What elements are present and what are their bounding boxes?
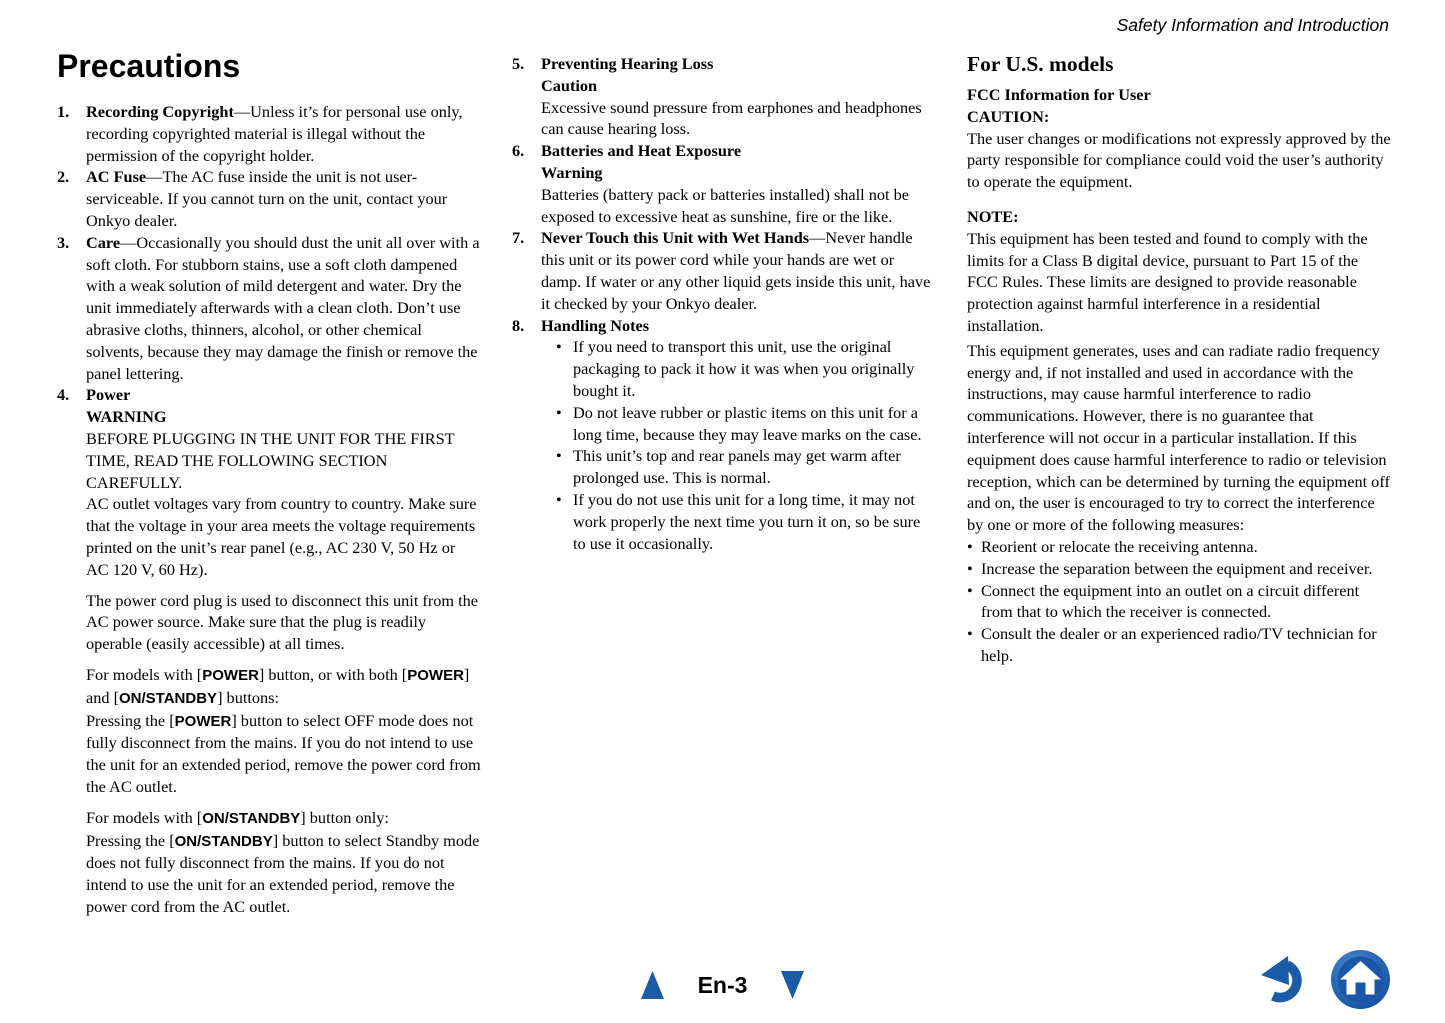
item-term: Never Touch this Unit with Wet Hands [541,228,810,248]
bullet-item: • This unit’s top and rear panels may get warm after prolonged use. This is normal. [541,445,936,489]
button-name-text: POWER [174,712,232,730]
button-name-text: ON/STANDBY [174,832,273,850]
precaution-item-7 [512,227,936,314]
footer-pagination [0,971,1445,999]
item-text: Batteries (battery pack or batteries installed) shall not be exposed to excessive heat as sunshine, fire or the like. [541,184,910,226]
bullet-item: • Do not leave rubber or plastic items on this unit for a long time, because they may leave marks on the case. [541,402,936,446]
item-paragraph: The power cord plug is used to disconnect this unit from the AC power source. Make sure that the plug is readily operable (easily accessible) at all times. [86,590,479,654]
item-text: —Never handle this unit or its power cord while your hands are wet or damp. If water or any other liquid gets inside this unit, have it checked by your Onkyo dealer. [541,228,931,313]
item-text: —Occasionally you should dust the unit all over with a soft cloth. For stubborn stains, use a soft cloth dampened with a weak solution of mild detergent and water. Dry the unit immediately afterwards with a clean cloth. Don’t use abrasive cloths, thinners, alcohol, or other chemical solvents, because they may damage the finish or remove the panel lettering. [86,232,480,383]
middle-column [512,53,936,554]
fcc-heading: FCC Information for User [967,85,1151,104]
page-number: En-3 [697,972,748,998]
page-title: Precautions [57,48,241,84]
item-term: AC Fuse [86,167,147,187]
bullet-item: • Reorient or relocate the receiving antenna. [967,536,1391,558]
item-paragraph: For models with [ON/STANDBY] button only: Pressing the [ON/STANDBY] button to select Standby mode does not fully disconnect from the mains. If you do not intend to use the unit for an extended period, remove the power cord from the AC outlet. [86,807,480,916]
bullet-item: • If you do not use this unit for a long time, it may not work properly the next time you turn it on, so be sure to use it occasionally. [541,489,936,554]
footer-nav-icons [1259,949,1391,1010]
note-paragraph: This equipment has been tested and found to comply with the limits for a Class B digital device, pursuant to Part 15 of the FCC Rules. These limits are designed to provide reasonable protection against harmful interference in a residential installation. [967,228,1368,335]
item-term: Care [86,232,121,252]
bullet-item: • Connect the equipment into an outlet on a circuit different from that to which the receiver is connected. [967,580,1391,624]
precaution-item-4 [57,384,481,917]
item-term: Batteries and Heat Exposure [541,141,742,161]
item-paragraph: BEFORE PLUGGING IN THE UNIT FOR THE FIRST TIME, READ THE FOLLOWING SECTION CAREFULLY. [86,428,455,492]
item-text: —The AC fuse inside the unit is not user-serviceable. If you cannot turn on the unit, contact your Onkyo dealer. [86,167,448,230]
item-term: Preventing Hearing Loss [541,54,714,73]
us-models-title: For U.S. models [967,52,1114,76]
caution-text: The user changes or modifications not expressly approved by the party responsible for compliance could void the user’s authority to operate the equipment. [967,128,1391,192]
item-term: Recording Copyright [86,102,234,121]
note-label: NOTE: [967,206,1019,226]
home-icon[interactable] [1330,949,1391,1010]
left-column [57,48,481,918]
item-number: 6. [512,141,525,161]
precaution-item-3 [57,232,481,385]
item-term: Handling Notes [541,315,650,335]
button-name-text: POWER [407,666,464,684]
item-paragraph: For models with [POWER] button, or with both [POWER] and [ON/STANDBY] buttons: Pressing the [POWER] button to select OFF mode does not fully disconnect from the mains. If you do not intend to use the unit for an extended period, remove the power cord from the AC outlet. [86,664,481,796]
precaution-item-6 [512,140,936,227]
item-text: Excessive sound pressure from earphones and headphones can cause hearing loss. [541,97,922,139]
item-term: Power [86,385,131,405]
item-number: 4. [57,385,70,405]
warning-label: WARNING [86,407,167,427]
button-name-text: ON/STANDBY [202,809,301,827]
button-name-text: ON/STANDBY [119,689,218,707]
item-number: 5. [512,54,525,73]
item-text: —Unless it’s for personal use only, recording copyrighted material is illegal without the permission of the copyright holder. [86,102,463,165]
item-number: 8. [512,315,525,335]
note-paragraph: This equipment generates, uses and can radiate radio frequency energy and, if not installed and used in accordance with the instructions, may cause harmful interference to radio communications. However, there is no guarantee that interference will not occur in a particular installation. If this equipment does cause harmful interference to radio or television reception, which can be determined by turning the equipment off and on, the user is encouraged to try to correct the interference by one or more of the following measures: [967,340,1390,535]
bullet-item: • If you need to transport this unit, use the original packaging to pack it how it was when you originally bought it. [541,336,936,401]
right-column [967,50,1391,667]
caution-label: Caution [541,75,598,95]
return-arrow-icon[interactable] [1259,954,1315,1006]
warning-label: Warning [541,162,603,182]
bullet-item: • Increase the separation between the equipment and receiver. [967,558,1391,580]
precaution-item-1 [57,101,481,166]
button-name-text: POWER [202,666,259,684]
precaution-item-5 [512,53,936,140]
precaution-item-2 [57,166,481,231]
item-number: 7. [512,228,525,248]
item-number: 3. [57,232,70,252]
precaution-item-8 [512,315,936,555]
item-number: 1. [57,102,70,121]
section-header: Safety Information and Introduction [1116,15,1389,35]
page-down-icon[interactable] [781,971,804,999]
item-paragraph: AC outlet voltages vary from country to country. Make sure that the voltage in your area meets the voltage requirements printed on the unit’s rear panel (e.g., AC 230 V, 50 Hz or AC 120 V, 60 Hz). [86,494,477,579]
bullet-item: • Consult the dealer or an experienced radio/TV technician for help. [967,623,1391,667]
item-number: 2. [57,167,70,187]
page-up-icon[interactable] [641,971,664,999]
caution-label: CAUTION: [967,106,1050,126]
